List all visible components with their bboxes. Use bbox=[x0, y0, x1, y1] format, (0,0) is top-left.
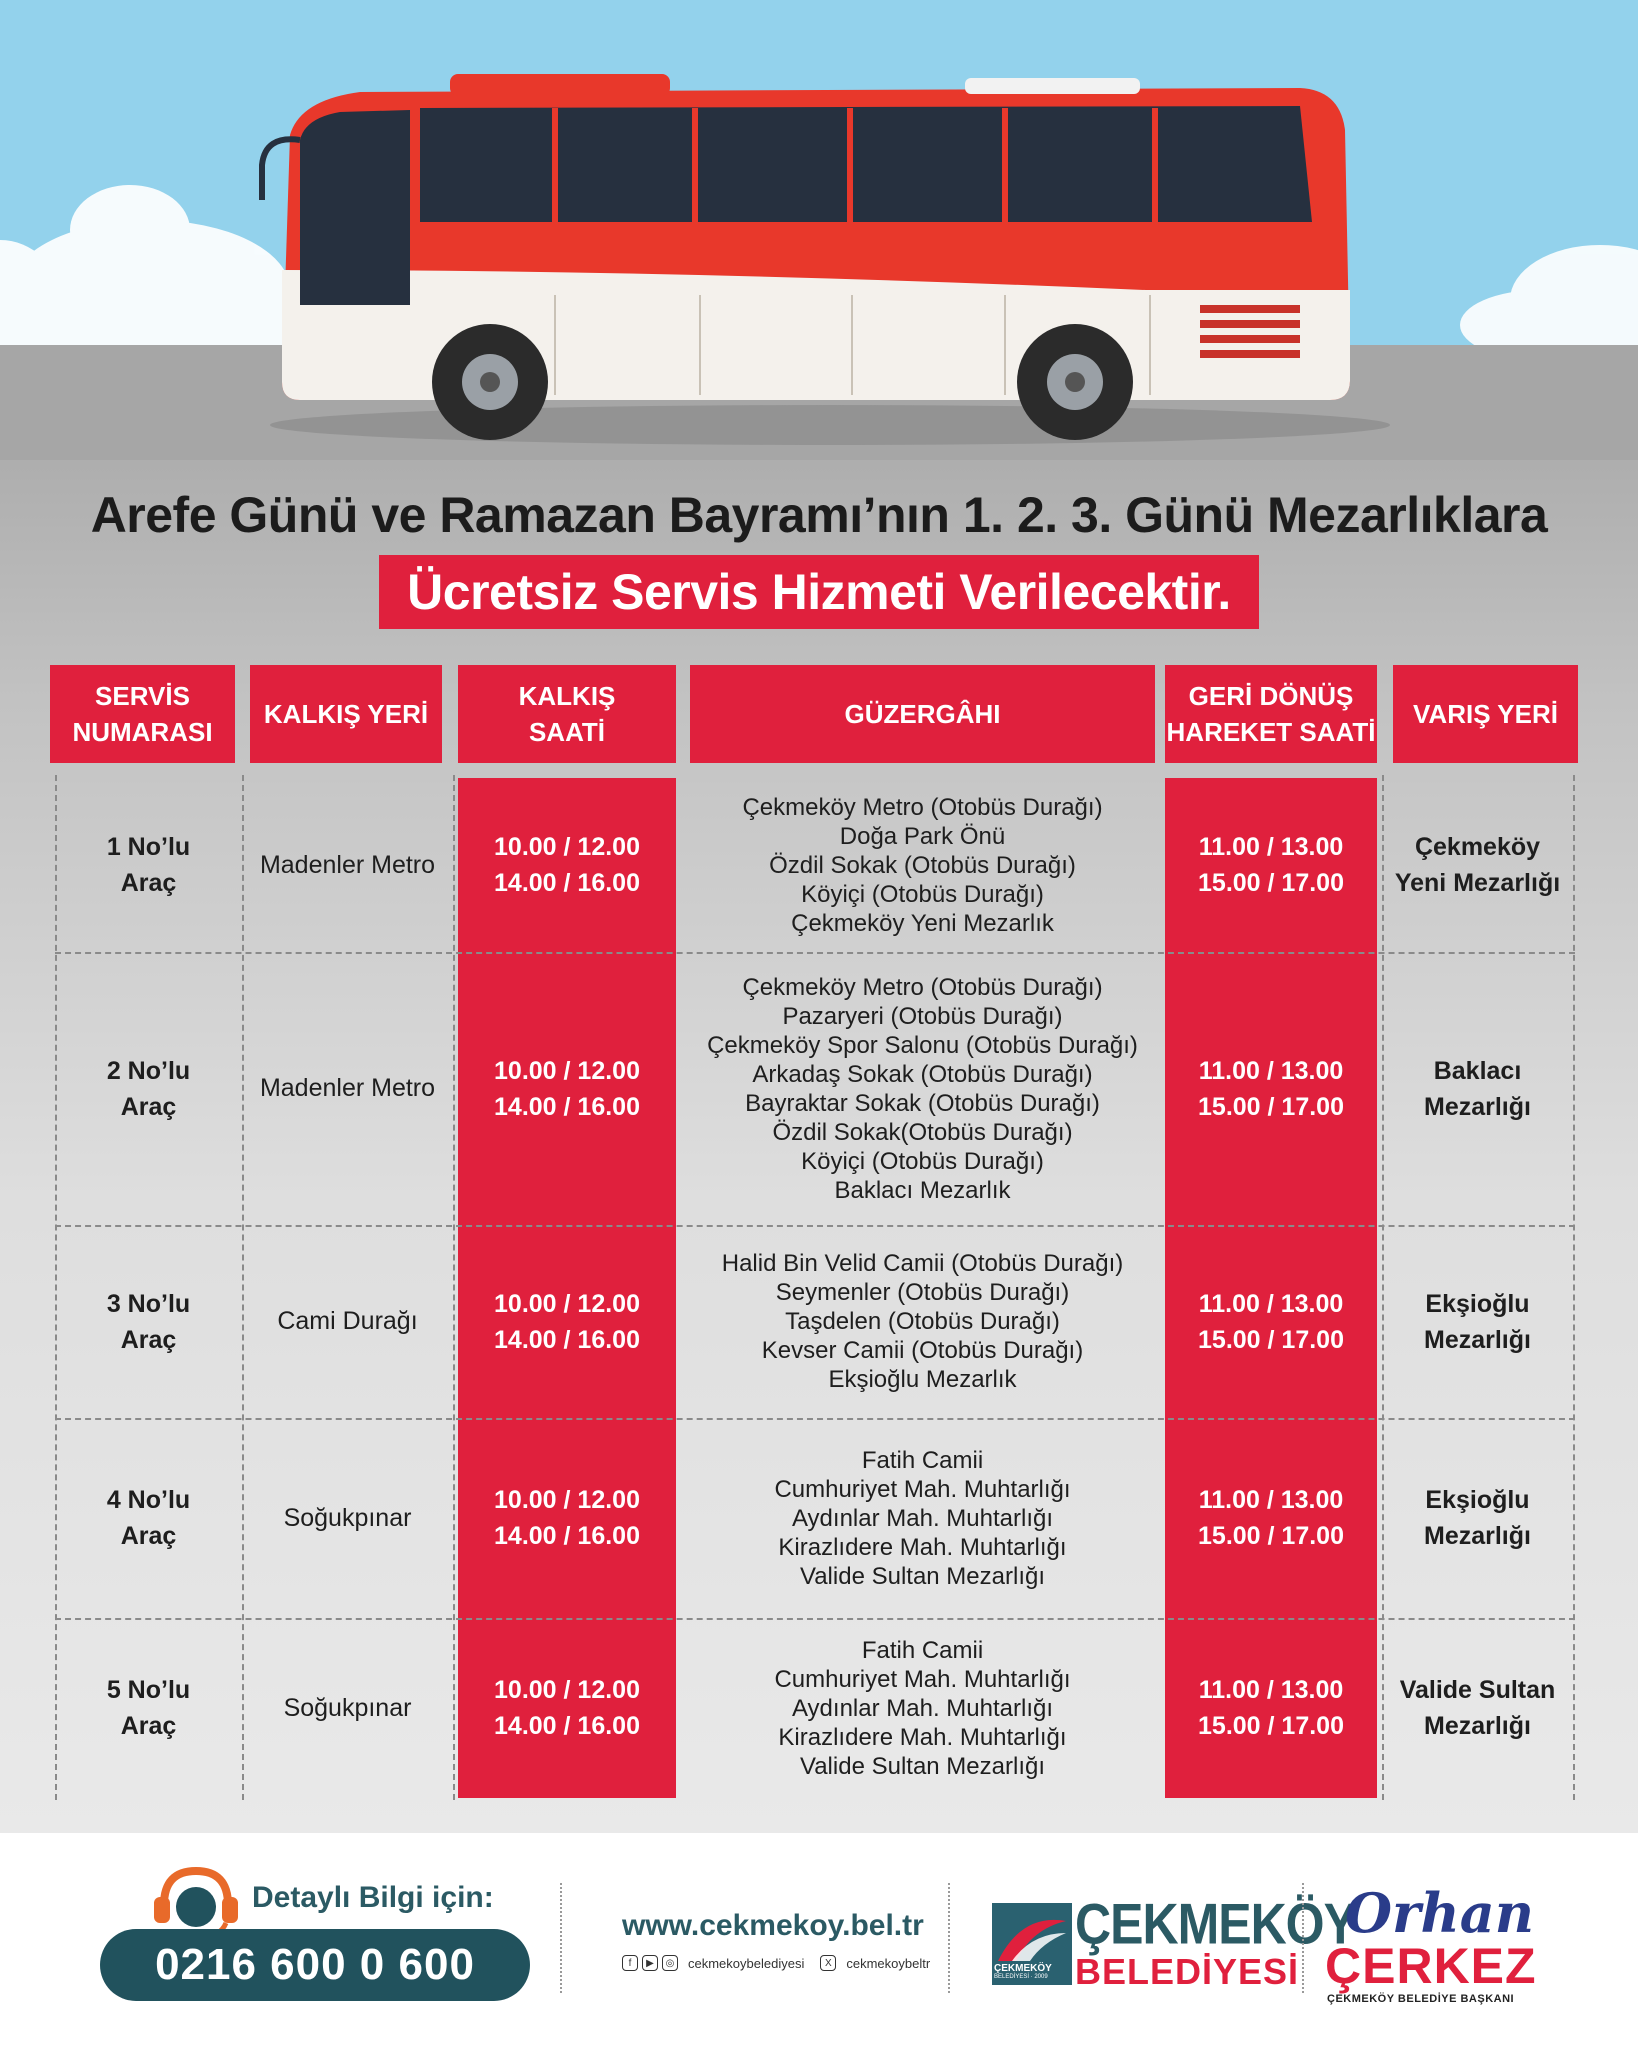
route-stops: Fatih Camii Cumhuriyet Mah. Muhtarlığı Aydınlar Mah. Muhtarlığı Kirazlıdere Mah. Muhtarlığı Valide Sultan Mezarlığı bbox=[774, 1636, 1071, 1780]
header-return-time: GERİ DÖNÜŞ HAREKET SAATİ bbox=[1165, 665, 1377, 763]
route-stops: Halid Bin Velid Camii (Otobüs Durağı) Seymenler (Otobüs Durağı) Taşdelen (Otobüs Durağı) Kevser Camii (Otobüs Durağı) Ekşioğlu Mezarlık bbox=[721, 1250, 1124, 1393]
header-departure-time: KALKIŞ SAATİ bbox=[458, 665, 676, 763]
arrival-place: Ekşioğlu Mezarlığı bbox=[1424, 1486, 1531, 1550]
municipality-logo: ÇEKMEKÖY BELEDİYESİ · 2009 bbox=[992, 1903, 1072, 1985]
departure-times: 10.00 / 12.00 14.00 / 16.00 bbox=[494, 1676, 640, 1740]
header-service-no: SERVİS NUMARASI bbox=[50, 665, 235, 763]
divider bbox=[948, 1883, 950, 1993]
bus-illustration bbox=[0, 0, 1638, 460]
logo-subtitle: BELEDİYESİ bbox=[1075, 1951, 1300, 1992]
return-times: 11.00 / 13.00 15.00 / 17.00 bbox=[1198, 833, 1344, 897]
social-handle[interactable]: cekmekoybeltr bbox=[846, 1955, 931, 1971]
mayor-signature: Orhan bbox=[1345, 1881, 1534, 1945]
grid-line bbox=[1573, 775, 1575, 1800]
service-number: 2 No’lu Araç bbox=[106, 1056, 191, 1121]
header-arrival-place: VARIŞ YERİ bbox=[1393, 665, 1578, 763]
service-number: 3 No’lu Araç bbox=[106, 1289, 191, 1354]
mayor-surname: ÇERKEZ bbox=[1325, 1938, 1537, 1994]
arrival-place: Çekmeköy Yeni Mezarlığı bbox=[1394, 833, 1561, 897]
page-subtitle: Ücretsiz Servis Hizmeti Verilecektir. bbox=[379, 555, 1259, 629]
departure-times: 10.00 / 12.00 14.00 / 16.00 bbox=[494, 833, 640, 897]
website-link[interactable]: www.cekmekoy.bel.tr bbox=[622, 1909, 924, 1942]
departure-place: Cami Durağı bbox=[277, 1307, 418, 1335]
mayor-title: ÇEKMEKÖY BELEDİYE BAŞKANI bbox=[1327, 1993, 1515, 2005]
arrival-place: Ekşioğlu Mezarlığı bbox=[1424, 1289, 1531, 1354]
arrival-place: Valide Sultan Mezarlığı bbox=[1399, 1676, 1556, 1740]
x-icon[interactable]: X bbox=[820, 1955, 836, 1971]
service-number: 1 No’lu Araç bbox=[106, 833, 191, 897]
departure-times: 10.00 / 12.00 14.00 / 16.00 bbox=[494, 1289, 640, 1354]
divider bbox=[560, 1883, 562, 1993]
info-label: Detaylı Bilgi için: bbox=[252, 1881, 494, 1914]
facebook-icon[interactable]: f bbox=[622, 1955, 638, 1971]
departure-times: 10.00 / 12.00 14.00 / 16.00 bbox=[494, 1486, 640, 1550]
header-route: GÜZERGÂHI bbox=[690, 665, 1155, 763]
departure-place: Soğukpınar bbox=[283, 1503, 412, 1532]
header-departure-place: KALKIŞ YERİ bbox=[250, 665, 442, 763]
instagram-icon[interactable]: ◎ bbox=[662, 1955, 678, 1971]
return-times: 11.00 / 13.00 15.00 / 17.00 bbox=[1198, 1289, 1344, 1354]
service-number: 5 No’lu Araç bbox=[106, 1676, 191, 1740]
footer bbox=[0, 1833, 1638, 2048]
service-number: 4 No’lu Araç bbox=[106, 1486, 191, 1550]
route-stops: Fatih Camii Cumhuriyet Mah. Muhtarlığı Aydınlar Mah. Muhtarlığı Kirazlıdere Mah. Muhtarlığı Valide Sultan Mezarlığı bbox=[774, 1446, 1071, 1590]
departure-times: 10.00 / 12.00 14.00 / 16.00 bbox=[494, 1056, 640, 1121]
grid-line bbox=[453, 775, 455, 1800]
departure-place: Madenler Metro bbox=[259, 1074, 436, 1102]
departure-place: Madenler Metro bbox=[259, 850, 436, 879]
return-times: 11.00 / 13.00 15.00 / 17.00 bbox=[1198, 1486, 1344, 1550]
phone-number-link[interactable]: 0216 600 0 600 bbox=[100, 1929, 530, 2001]
return-times: 11.00 / 13.00 15.00 / 17.00 bbox=[1198, 1056, 1344, 1121]
youtube-icon[interactable]: ▶ bbox=[642, 1955, 658, 1971]
social-handle[interactable]: cekmekoybelediyesi bbox=[688, 1955, 805, 1971]
route-stops: Çekmeköy Metro (Otobüs Durağı) Doğa Park Önü Özdil Sokak (Otobüs Durağı) Köyiçi (Otobüs Durağı) Çekmeköy Yeni Mezarlık bbox=[742, 793, 1103, 937]
divider bbox=[1302, 1883, 1304, 1993]
social-links bbox=[622, 1955, 930, 1971]
logo-title: ÇEKMEKÖY bbox=[1075, 1891, 1356, 1957]
arrival-place: Baklacı Mezarlığı bbox=[1424, 1056, 1531, 1121]
return-times: 11.00 / 13.00 15.00 / 17.00 bbox=[1198, 1676, 1344, 1740]
route-stops: Çekmeköy Metro (Otobüs Durağı) Pazaryeri (Otobüs Durağı) Çekmeköy Spor Salonu (Otobüs Durağı) Arkadaş Sokak (Otobüs Durağı) Bayraktar Sokak (Otobüs Durağı) Özdil Sokak(Otobüs Durağı) Köyiçi (Otobüs Durağı) Baklacı Mezarlık bbox=[707, 973, 1138, 1204]
page-title: Arefe Günü ve Ramazan Bayramı’nın 1. 2. 3. Günü Mezarlıklara bbox=[90, 487, 1548, 543]
departure-place: Soğukpınar bbox=[283, 1693, 412, 1722]
